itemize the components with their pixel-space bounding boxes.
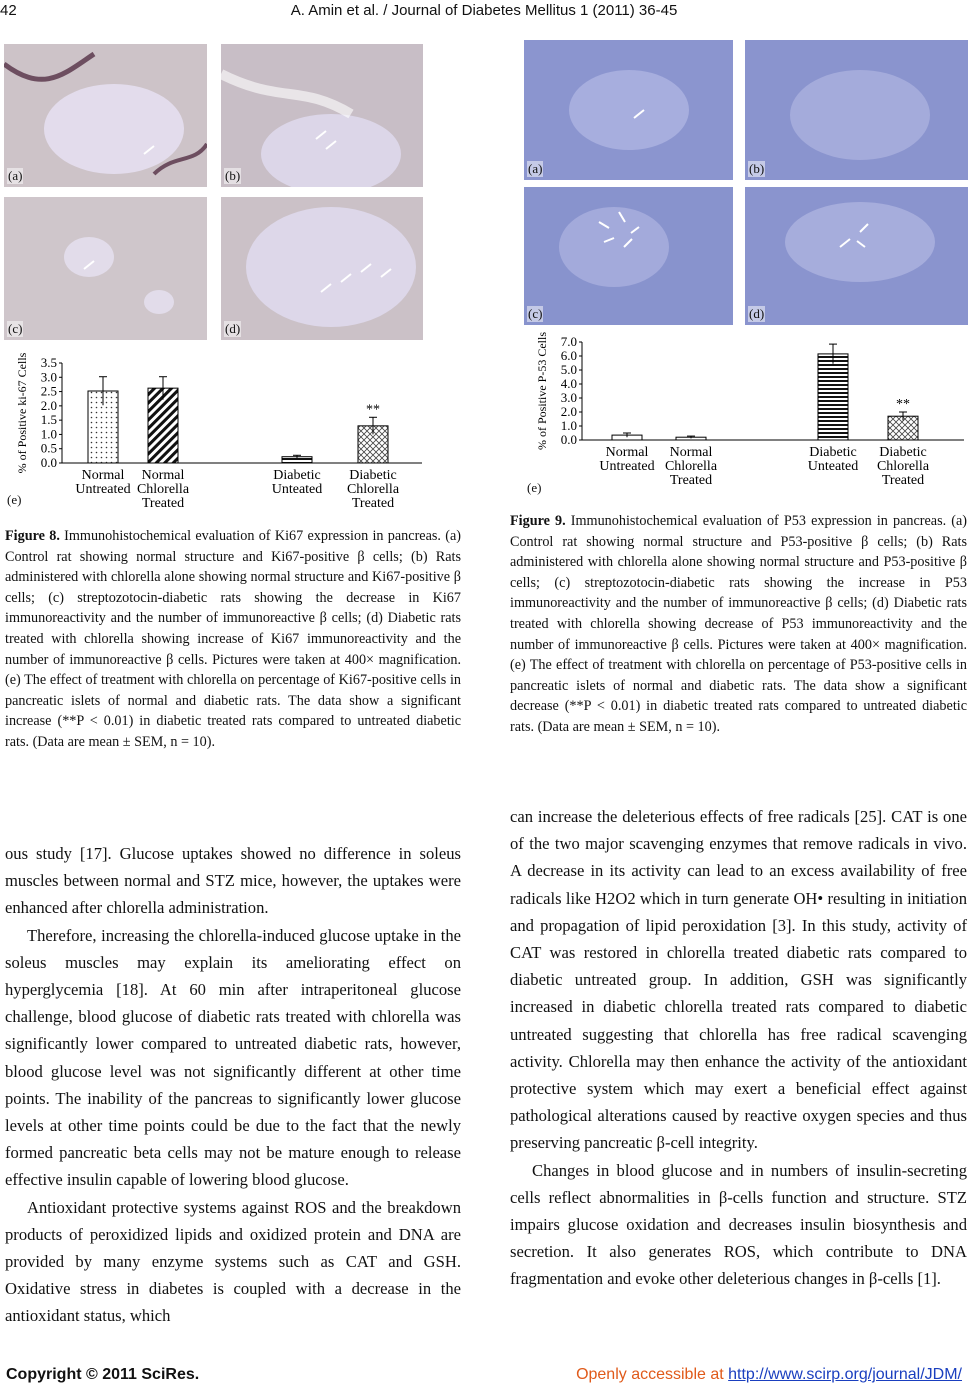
- y-axis-label: % of Positive ki-67 Cells: [15, 352, 29, 474]
- category-label: Chlorella: [664, 459, 718, 474]
- fig8-caption: [5, 526, 461, 753]
- y-tick-label: 3.0: [40, 369, 57, 385]
- y-tick-label: 3.5: [40, 355, 57, 370]
- significance-label: **: [366, 402, 380, 418]
- fig9-label-b: (b): [749, 161, 765, 176]
- running-title: A. Amin et al. / Journal of Diabetes Mellitus 1 (2011) 36-45: [290, 2, 678, 19]
- y-tick-label: 7.0: [560, 334, 577, 349]
- y-tick-label: 0.0: [560, 432, 577, 447]
- category-label: Unteated: [807, 459, 859, 474]
- y-tick-label: 1.0: [560, 418, 577, 433]
- category-label: Diabetic: [879, 445, 927, 460]
- significance-label: **: [896, 397, 910, 412]
- bar: [818, 354, 848, 440]
- fig8-label-c: (c): [8, 321, 23, 336]
- category-label: Treated: [351, 496, 395, 511]
- category-label: Normal: [81, 468, 125, 483]
- access-text: Openly accessible at: [576, 1366, 729, 1383]
- right-paragraph-1: can increase the deleterious effects of free radicals [25]. CAT is one of the two major scavenging enzymes that remove radicals in vivo. A decrease in its activity can lead to an excess availability of free radicals like H2O2 which in turn generate OH• resulting in initiation and propagation of lipid peroxidation [3]. In this study, activity of CAT was restored in chlorella treated diabetic rats compared to diabetic untreated group. In addition, GSH was significantly increased in diabetic chlorella treated rats compared to diabetic untreated suggesting that chlorella has free radical scavenging activity. Chlorella may then enhance the activity of the antioxidant protective system which may exert a beneficial effect against pathological alterations caused by reactive oxygen species and thus preserving pancreatic β-cell integrity.: [510, 807, 967, 1153]
- fig9-panel-a: [524, 40, 733, 180]
- fig9-label-e: (e): [527, 480, 542, 495]
- y-axis-label: % of Positive P-53 Cells: [535, 332, 549, 451]
- y-tick-label: 2.0: [40, 397, 57, 413]
- category-label: Treated: [881, 473, 925, 488]
- category-label: Untreated: [599, 459, 655, 474]
- category-label: Normal: [669, 445, 713, 460]
- fig9-caption: [510, 511, 967, 738]
- fig8-panel-d: [221, 197, 423, 340]
- category-label: Diabetic: [809, 445, 857, 460]
- left-column-text: [5, 840, 461, 1330]
- y-tick-label: 4.0: [560, 376, 577, 391]
- category-label: Chlorella: [136, 482, 190, 497]
- fig8-label-b: (b): [225, 168, 241, 183]
- fig9-label-a: (a): [528, 161, 543, 176]
- category-label: Normal: [605, 445, 649, 460]
- category-label: Chlorella: [876, 459, 930, 474]
- fig8-caption-label: Figure 8.: [5, 528, 60, 544]
- fig9-panel-b: [745, 40, 968, 180]
- category-label: Diabetic: [273, 468, 321, 483]
- y-tick-label: 1.5: [40, 412, 57, 428]
- fig8-panel-a: [4, 44, 207, 187]
- category-label: Treated: [141, 496, 185, 511]
- y-tick-label: 6.0: [560, 348, 577, 363]
- y-tick-label: 0.0: [40, 455, 57, 470]
- fig9-label-c: (c): [528, 306, 543, 321]
- right-column-text: [510, 803, 967, 1293]
- fig8-label-a: (a): [8, 168, 23, 183]
- fig9-label-d: (d): [749, 306, 765, 321]
- right-paragraph-2: Changes in blood glucose and in numbers of insulin-secreting cells reflect abnormalities in β-cells function and structure. STZ impairs glucose oxidation and decreases insulin biosynthesis and secretion. It also generates ROS, which contribute to DNA fragmentation and evoke other deleterious changes in β-cells [1].: [510, 1160, 967, 1289]
- left-paragraph-2: Therefore, increasing the chlorella-induced glucose uptake in the soleus muscles may explain its ameliorating effect on hyperglycemia [18]. At 60 min after intraperitoneal glucose challenge, blood glucose of diabetic rats treated with chlorella was significantly lower compared to untreated diabetic rats, however, blood glucose level was not significantly different at other time points. The inability of the pancreas to significantly lower glucose levels at other time points could be due to the fact that the newly formed pancreatic beta cells may not be mature enough to release effective insulin capable of lowering blood glucose.: [5, 925, 461, 1190]
- y-tick-label: 2.5: [40, 383, 57, 399]
- fig8-caption-text: Immunohistochemical evaluation of Ki67 expression in pancreas. (a) Control rat showing normal structure and Ki67-positive β cells; (b) Rats administered with chlorella alone showing normal structure and Ki67-positive β cells; (c) streptozotocin-diabetic rats showing the decrease in Ki67 immunoreactivity and the number of immunoreactive β cells; (d) Diabetic rats treated with chlorella showing increase of Ki67 immunoreactivity and the number of immunoreactive β cells. Pictures were taken at 400× magnification. (e) The effect of treatment with chlorella on percentage of Ki67-positive cells in pancreatic islets of normal and diabetic rats. The data show a significant increase (**P < 0.01) in diabetic treated rats compared to untreated diabetic rats. (Data are mean ± SEM, n = 10).: [5, 528, 461, 750]
- fig9-chart: [524, 332, 968, 494]
- category-label: Diabetic: [349, 468, 397, 483]
- fig8-label-d: (d): [225, 321, 241, 336]
- y-tick-label: 1.0: [40, 426, 57, 442]
- category-label: Normal: [141, 468, 185, 483]
- y-tick-label: 0.5: [40, 440, 57, 456]
- category-label: Untreated: [75, 482, 131, 497]
- running-header: [0, 2, 968, 22]
- fig8-label-e: (e): [7, 492, 22, 507]
- y-tick-label: 2.0: [560, 404, 577, 419]
- fig8-panel-c: [4, 197, 207, 340]
- copyright-text: Copyright © 2011 SciRes.: [6, 1366, 200, 1383]
- fig9-panel-c: [524, 187, 733, 325]
- journal-link[interactable]: http://www.scirp.org/journal/JDM/: [728, 1366, 962, 1383]
- y-tick-label: 5.0: [560, 362, 577, 377]
- category-label: Treated: [669, 473, 713, 488]
- page-number: 42: [0, 2, 17, 19]
- access-line: [576, 1366, 962, 1384]
- fig9-caption-text: Immunohistochemical evaluation of P53 expression in pancreas. (a) Control rat showing normal structure and P53-positive β cells; (b) Rats administered with chlorella alone showing normal structure and P53-positive β cells; (c) streptozotocin-diabetic rats showing the increase in P53 immunoreactivity and the number of immunoreactive β cells; (d) Diabetic rats treated with chlorella showing decrease of P53 immunoreactivity and the number of immunoreactive β cells. Pictures were taken at 400× magnification. (e) The effect of treatment with chlorella on percentage of P53-positive cells in pancreatic islets of normal and diabetic rats. The data show a significant decrease (**P < 0.01) in diabetic treated rats compared to untreated diabetic rats. (Data are mean ± SEM, n = 10).: [510, 513, 967, 735]
- fig9-caption-label: Figure 9.: [510, 513, 566, 529]
- y-tick-label: 3.0: [560, 390, 577, 405]
- category-label: Unteated: [271, 482, 323, 497]
- left-paragraph-3: Antioxidant protective systems against ROS and the breakdown products of peroxidized lipids and oxidized protein and DNA are provided by many enzyme systems such as CAT and GSH. Oxidative stress in diabetes is coupled with a decrease in the antioxidant status, which: [5, 1197, 461, 1326]
- category-label: Chlorella: [346, 482, 400, 497]
- fig9-panel-d: [745, 187, 968, 325]
- fig8-chart: [4, 350, 424, 515]
- left-paragraph-1: ous study [17]. Glucose uptakes showed no difference in soleus muscles between normal and STZ mice, however, the uptakes were enhanced after chlorella administration.: [5, 844, 461, 918]
- fig8-panel-b: [221, 44, 423, 187]
